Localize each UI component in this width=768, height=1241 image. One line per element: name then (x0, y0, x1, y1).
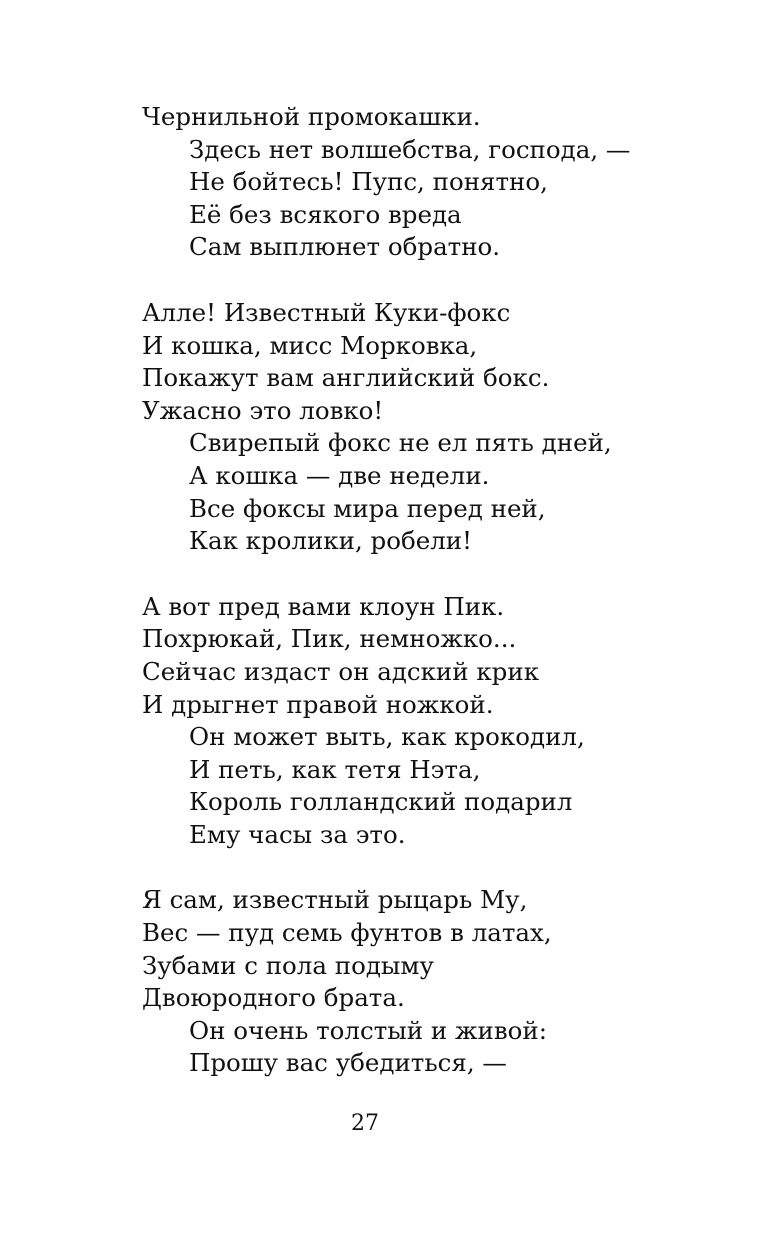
poem-line: Алле! Известный Куки-фокс (142, 297, 511, 327)
poem-line: И петь, как тетя Нэта, (189, 754, 481, 784)
poem-line: Прошу вас убедиться, — (189, 1048, 507, 1078)
poem-line: Зубами с пола подыму (142, 950, 434, 980)
stanza (142, 884, 702, 1080)
poem-line: Сейчас издаст он адский крик (142, 656, 540, 686)
poem-line: Похрюкай, Пик, немножко... (142, 624, 517, 654)
poem-line: Покажут вам английский бокс. (142, 363, 550, 393)
poem-line: Как кролики, робели! (189, 526, 472, 556)
stanza (142, 101, 702, 264)
poem-line: И кошка, мисс Морковка, (142, 330, 478, 360)
poem-line: Я сам, известный рыцарь Му, (142, 885, 528, 915)
poem-line: Двоюродного брата. (142, 983, 405, 1013)
poem-line: Сам выплюнет обратно. (189, 232, 501, 262)
poem-line: Ему часы за это. (189, 819, 406, 849)
poem-line: Её без всякого вреда (189, 199, 462, 229)
poem-line: Здесь нет волшебства, господа, — (189, 134, 631, 164)
stanza (142, 297, 702, 558)
poem-line: А вот пред вами клоун Пик. (142, 591, 505, 621)
poem-text (142, 101, 702, 1113)
poem-line: Свирепый фокс не ел пять дней, (189, 428, 612, 458)
poem-line: Ужасно это ловко! (142, 395, 384, 425)
poem-line: Чернильной промокашки. (142, 102, 481, 131)
page-number: 27 (351, 1111, 379, 1136)
poem-line: А кошка — две недели. (189, 460, 490, 490)
poem-line: Все фоксы мира перед ней, (189, 493, 546, 523)
poem-line: Король голландский подарил (189, 787, 573, 817)
stanza (142, 591, 702, 852)
poem-line: Не бойтесь! Пупс, понятно, (189, 167, 548, 197)
poem-line: Он может выть, как крокодил, (189, 722, 585, 752)
poem-line: И дрыгнет правой ножкой. (142, 689, 494, 719)
poem-line: Вес — пуд семь фунтов в латах, (142, 918, 552, 948)
poem-line: Он очень толстый и живой: (189, 1015, 547, 1045)
